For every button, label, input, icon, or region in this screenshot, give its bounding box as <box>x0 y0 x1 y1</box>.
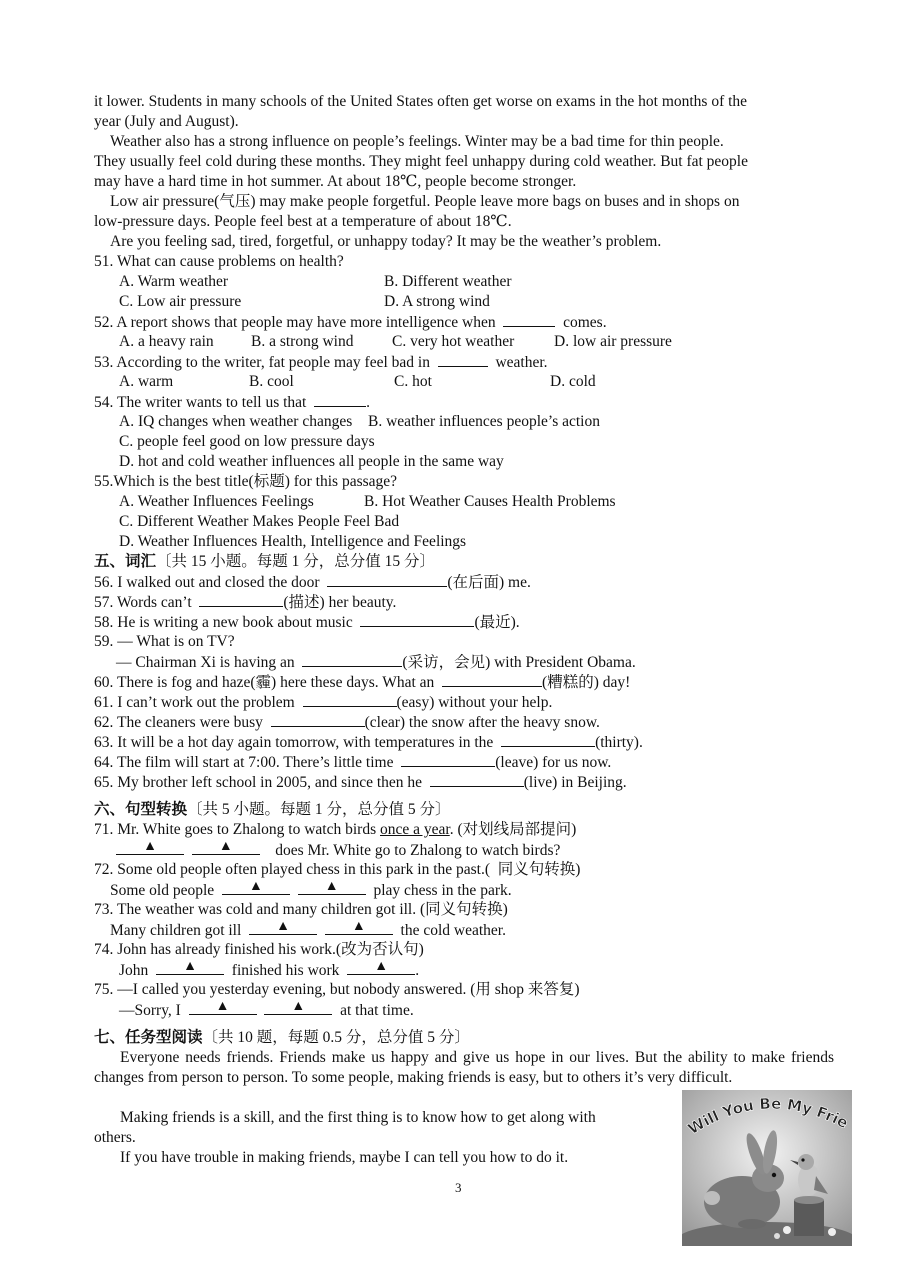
vocab-question: 56. I walked out and closed the door (在后面) me. <box>94 574 531 591</box>
passage-line: Weather also has a strong influence on people’s feelings. Winter may be a bad time for thin people. <box>110 133 724 150</box>
answer-blank[interactable] <box>303 692 397 707</box>
answer-blank[interactable] <box>327 572 447 587</box>
passage-line: Making friends is a skill, and the first thing is to know how to get along with <box>120 1109 596 1126</box>
passage-line: may have a hard time in hot summer. At about 18℃, people become stronger. <box>94 173 577 190</box>
option-a: A. Warm weather <box>119 273 229 290</box>
answer-blank[interactable]: ▲ <box>325 920 393 935</box>
option-b: B. Different weather <box>384 273 512 290</box>
question-51: 51. What can cause problems on health? <box>94 253 344 270</box>
option-c: C. Low air pressure <box>119 293 242 310</box>
question-55: 55.Which is the best title(标题) for this passage? <box>94 473 398 490</box>
answer-blank[interactable]: ▲ <box>298 880 366 895</box>
answer-blank[interactable]: ▲ <box>192 840 260 855</box>
answer-blank[interactable]: ▲ <box>189 1000 257 1015</box>
answer-line: ▲ ▲ does Mr. White go to Zhalong to watch birds? <box>116 840 560 860</box>
option-c: C. very hot weather <box>392 333 515 350</box>
answer-blank[interactable]: ▲ <box>116 840 184 855</box>
answer-blank[interactable] <box>401 752 495 767</box>
option-c: C. Different Weather Makes People Feel Bad <box>119 513 400 530</box>
vocab-question: 58. He is writing a new book about music (最近). <box>94 614 520 631</box>
section-heading: 五、词汇〔共 15 小题。每题 1 分，总分值 15 分〕 <box>94 553 436 570</box>
passage-line: Are you feeling sad, tired, forgetful, or unhappy today? It may be the weather’s problem. <box>110 233 662 250</box>
answer-line: —Sorry, I ▲ ▲ at that time. <box>119 999 414 1019</box>
answer-blank[interactable]: ▲ <box>264 1000 332 1015</box>
vocab-question: 61. I can’t work out the problem (easy) without your help. <box>94 694 553 711</box>
answer-blank[interactable] <box>442 672 542 687</box>
vocab-question: 62. The cleaners were busy (clear) the snow after the heavy snow. <box>94 714 600 731</box>
section-heading: 七、任务型阅读〔共 10 题，每题 0.5 分，总分值 5 分〕 <box>94 1029 470 1046</box>
answer-blank[interactable] <box>360 612 474 627</box>
passage-line: If you have trouble in making friends, maybe I can tell you how to do it. <box>120 1149 569 1166</box>
option-a: A. IQ changes when weather changes <box>119 413 353 430</box>
answer-line: John ▲ finished his work ▲ . <box>119 959 420 979</box>
option-c: C. people feel good on low pressure days <box>119 433 375 450</box>
passage-line: others. <box>94 1129 136 1146</box>
option-d: D. cold <box>550 373 596 390</box>
answer-blank[interactable] <box>438 352 488 367</box>
question-52: 52. A report shows that people may have more intelligence when comes. <box>94 314 607 331</box>
answer-blank[interactable] <box>503 312 555 327</box>
question-72: 72. Some old people often played chess in this park in the past.( 同义句转换) <box>94 861 581 878</box>
picture-caption: Will You Be My Frie <box>684 1094 852 1139</box>
option-a: A. Weather Influences Feelings <box>119 493 314 510</box>
option-b: B. a strong wind <box>251 333 354 350</box>
option-b: B. Hot Weather Causes Health Problems <box>364 493 616 510</box>
option-d: D. low air pressure <box>554 333 672 350</box>
answer-blank[interactable] <box>199 592 283 607</box>
vocab-question: 65. My brother left school in 2005, and since then he (live) in Beijing. <box>94 774 627 791</box>
passage-line: it lower. Students in many schools of the United States often get worse on exams in the hot months of the <box>94 93 748 110</box>
option-d: D. A strong wind <box>384 293 490 310</box>
vocab-question: 59. — What is on TV? <box>94 633 235 650</box>
answer-line: Many children got ill ▲ ▲ the cold weather. <box>110 919 506 939</box>
option-a: A. a heavy rain <box>119 333 214 350</box>
section-heading: 六、句型转换〔共 5 小题。每题 1 分，总分值 5 分〕 <box>94 801 451 818</box>
friendship-illustration <box>682 1090 852 1246</box>
vocab-question: 60. There is fog and haze(霾) here these days. What an (糟糕的) day! <box>94 674 631 691</box>
answer-blank[interactable]: ▲ <box>156 960 224 975</box>
answer-blank[interactable]: ▲ <box>222 880 290 895</box>
passage-line: year (July and August). <box>94 113 239 130</box>
vocab-question: 64. The film will start at 7:00. There’s little time (leave) for us now. <box>94 754 612 771</box>
option-c: C. hot <box>394 373 432 390</box>
passage-line: They usually feel cold during these months. They might feel unhappy during cold weather. But fat people <box>94 153 748 170</box>
answer-blank[interactable] <box>302 652 402 667</box>
vocab-question: 57. Words can’t (描述) her beauty. <box>94 594 397 611</box>
question-74: 74. John has already finished his work.(改为否认句) <box>94 941 424 958</box>
option-d: D. hot and cold weather influences all people in the same way <box>119 453 504 470</box>
passage-paragraph: Everyone needs friends. Friends make us happy and give us hope in our lives. But the ability to make friends changes from person to person. To some people, making friends is easy, but to others it’s very difficult. <box>94 1049 834 1086</box>
answer-blank[interactable]: ▲ <box>347 960 415 975</box>
answer-blank[interactable] <box>430 772 524 787</box>
rabbit-bird-image <box>682 1090 852 1246</box>
question-53: 53. According to the writer, fat people may feel bad in weather. <box>94 354 548 371</box>
option-b: B. cool <box>249 373 294 390</box>
question-75: 75. —I called you yesterday evening, but nobody answered. (用 shop 来答复) <box>94 981 580 998</box>
answer-blank[interactable]: ▲ <box>249 920 317 935</box>
answer-blank[interactable] <box>501 732 595 747</box>
question-71: 71. Mr. White goes to Zhalong to watch birds once a year. (对划线局部提问) <box>94 821 577 838</box>
option-d: D. Weather Influences Health, Intelligence and Feelings <box>119 533 467 550</box>
vocab-question: 63. It will be a hot day again tomorrow, with temperatures in the (thirty). <box>94 734 643 751</box>
answer-blank[interactable] <box>271 712 365 727</box>
question-54: 54. The writer wants to tell us that . <box>94 394 370 411</box>
passage-line: Low air pressure(气压) may make people forgetful. People leave more bags on buses and in shops on <box>110 193 740 210</box>
answer-line: Some old people ▲ ▲ play chess in the park. <box>110 879 512 899</box>
question-73: 73. The weather was cold and many children got ill. (同义句转换) <box>94 901 508 918</box>
page-number: 3 <box>455 1180 462 1195</box>
option-b: B. weather influences people’s action <box>368 413 600 430</box>
answer-blank[interactable] <box>314 392 366 407</box>
option-a: A. warm <box>119 373 174 390</box>
vocab-question: — Chairman Xi is having an (采访，会见) with President Obama. <box>116 654 636 671</box>
passage-line: low-pressure days. People feel best at a temperature of about 18℃. <box>94 213 512 230</box>
